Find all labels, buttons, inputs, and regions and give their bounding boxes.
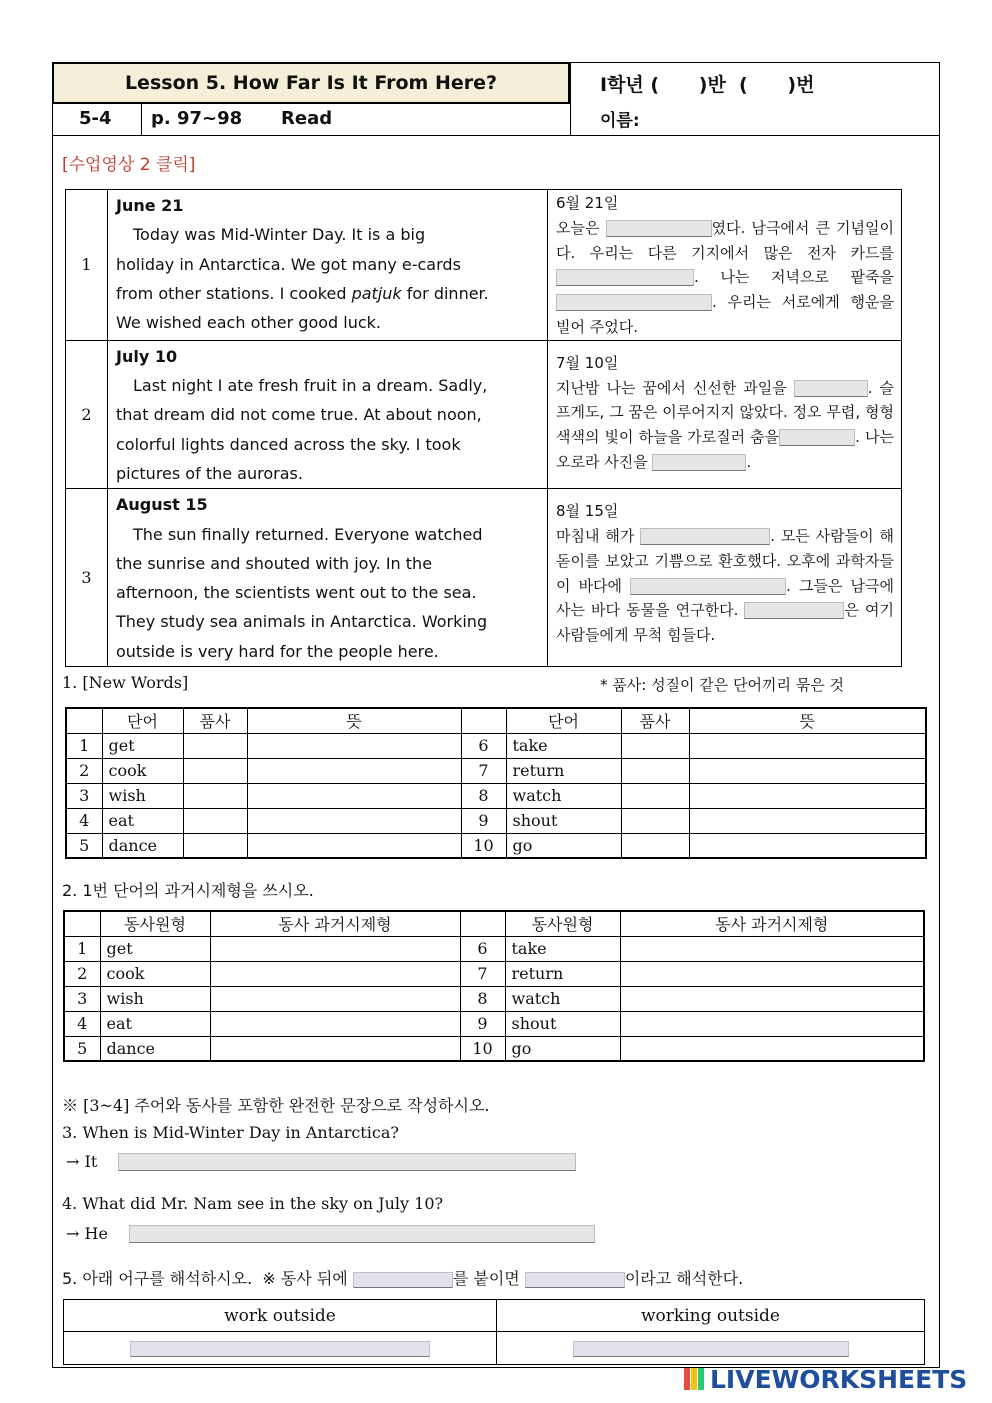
q34-note: ※ [3~4] 주어와 동사를 포함한 완전한 문장으로 작성하시오. xyxy=(62,1096,490,1115)
reading-korean-2: 7월 10일 지난밤 나는 꿈에서 신선한 과일을 . 슬프게도, 그 꿈은 이루어지지 않았다. 정오 무렵, 형형색색의 빛이 하늘을 가로질러 춤을 . 나는 오로라 사진을 . xyxy=(548,340,902,488)
past-tense-table xyxy=(63,910,925,1062)
brand-name: LIVEWORKSHEETS xyxy=(710,1365,968,1394)
pages-info: p. 97~98 xyxy=(151,108,243,129)
answer-cell[interactable] xyxy=(210,986,460,1011)
lesson-title-box xyxy=(52,62,570,104)
answer-blank[interactable] xyxy=(630,578,786,595)
answer-cell[interactable] xyxy=(183,808,247,833)
answer-cell[interactable] xyxy=(621,733,689,758)
reading-korean-1: 6월 21일 오늘은 였다. 남극에서 큰 기념일이다. 우리는 다른 기지에서 많은 전자 카드를 . 나는 저녁으로 팥죽을 . 우리는 서로에게 행운을 빌어 주었다. xyxy=(548,190,902,341)
table-row: 1 get 6 take xyxy=(66,733,926,758)
answer-blank[interactable] xyxy=(640,528,770,545)
answer-blank[interactable] xyxy=(779,429,855,446)
answer-cell[interactable] xyxy=(247,733,461,758)
answer-blank[interactable] xyxy=(652,454,746,471)
answer-cell[interactable] xyxy=(620,961,924,986)
answer-cell[interactable] xyxy=(689,783,926,808)
q5-table xyxy=(63,1299,925,1365)
table-row: 5 dance 10 go xyxy=(64,1036,924,1061)
answer-cell[interactable] xyxy=(621,758,689,783)
reading-number: 1 xyxy=(66,190,108,341)
q5-answer-2[interactable] xyxy=(573,1341,849,1357)
answer-cell[interactable] xyxy=(621,833,689,858)
section-divider xyxy=(141,104,142,135)
video-link[interactable]: [수업영상 2 클릭] xyxy=(62,155,196,175)
answer-cell[interactable] xyxy=(210,1011,460,1036)
answer-blank[interactable] xyxy=(794,380,868,397)
answer-cell[interactable] xyxy=(689,733,926,758)
q5-col1: work outside xyxy=(64,1300,497,1332)
answer-cell[interactable] xyxy=(621,808,689,833)
grade-class-number: I학년 ( )반 ( )번 xyxy=(600,74,815,96)
answer-blank[interactable] xyxy=(744,602,844,619)
reading-korean-3: 8월 15일 마침내 해가 . 모든 사람들이 해돋이를 보았고 기쁨으로 환호했다. 오후에 과학자들이 바다에 . 그들은 남극에 사는 바다 동물을 연구한다. 은 여기 사람들에게 무척 힘들다. xyxy=(548,489,902,667)
reading-row-3 xyxy=(66,489,902,667)
header-bottom-line xyxy=(570,135,940,136)
table-row: 4 eat 9 shout xyxy=(66,808,926,833)
reading-english-3: August 15 The sun finally returned. Everyone watched the sunrise and shouted with joy. In the afternoon, the scientists went out to the sea. They study sea animals in Antarctica. Working outside is very hard for the people here. xyxy=(108,489,548,667)
reading-english-1: June 21 Today was Mid-Winter Day. It is a big holiday in Antarctica. We got many e-cards from other stations. I cooked patjuk for dinner. We wished each other good luck. xyxy=(108,190,548,341)
answer-cell[interactable] xyxy=(620,1036,924,1061)
q4-answer-input[interactable] xyxy=(129,1225,595,1243)
reading-date: July 10 xyxy=(116,346,178,366)
answer-cell[interactable] xyxy=(247,833,461,858)
q5-answer-1-cell xyxy=(64,1332,497,1365)
answer-blank[interactable] xyxy=(556,269,694,286)
reading-row-2 xyxy=(66,340,902,488)
table-row: 5 dance 10 go xyxy=(66,833,926,858)
reading-table xyxy=(65,189,902,667)
table-row: 2 cook 7 return xyxy=(64,961,924,986)
q3-answer-prefix: → It xyxy=(66,1152,98,1171)
liveworksheets-icon xyxy=(684,1366,708,1392)
q5-blank-2[interactable] xyxy=(525,1272,625,1288)
table-row: 1 get 6 take xyxy=(64,936,924,961)
answer-cell[interactable] xyxy=(621,783,689,808)
table-row: 3 wish 8 watch xyxy=(64,986,924,1011)
answer-cell[interactable] xyxy=(210,1036,460,1061)
table-header: 동사원형 동사 과거시제형 동사원형 동사 과거시제형 xyxy=(64,911,924,936)
answer-cell[interactable] xyxy=(620,936,924,961)
reading-date: August 15 xyxy=(116,495,208,515)
answer-cell[interactable] xyxy=(183,758,247,783)
new-words-table xyxy=(65,707,927,859)
header-divider xyxy=(570,62,571,136)
reading-english-2: July 10 Last night I ate fresh fruit in a dream. Sadly, that dream did not come true. At about noon, colorful lights danced across the sky. I took pictures of the auroras. xyxy=(108,340,548,488)
table-row: 2 cook 7 return xyxy=(66,758,926,783)
q5-answer-2-cell xyxy=(497,1332,925,1365)
q5-col2: working outside xyxy=(497,1300,925,1332)
q2-title: 2. 1번 단어의 과거시제형을 쓰시오. xyxy=(62,881,314,900)
q3-answer-input[interactable] xyxy=(118,1153,576,1171)
reading-number: 3 xyxy=(66,489,108,667)
answer-cell[interactable] xyxy=(210,961,460,986)
answer-cell[interactable] xyxy=(183,833,247,858)
answer-cell[interactable] xyxy=(620,1011,924,1036)
name-label: 이름: xyxy=(600,111,640,131)
q3-question: 3. When is Mid-Winter Day in Antarctica? xyxy=(62,1123,399,1142)
answer-cell[interactable] xyxy=(689,808,926,833)
q1-title: 1. [New Words] xyxy=(62,673,189,692)
answer-cell[interactable] xyxy=(247,783,461,808)
q5-blank-1[interactable] xyxy=(353,1272,453,1288)
answer-cell[interactable] xyxy=(247,808,461,833)
q4-question: 4. What did Mr. Nam see in the sky on July 10? xyxy=(62,1194,444,1213)
answer-cell[interactable] xyxy=(247,758,461,783)
q4-answer-prefix: → He xyxy=(66,1224,108,1243)
answer-blank[interactable] xyxy=(556,294,712,311)
section-row xyxy=(52,104,570,136)
section-type: Read xyxy=(281,108,333,129)
answer-cell[interactable] xyxy=(183,733,247,758)
lesson-title: Lesson 5. How Far Is It From Here? xyxy=(124,72,498,94)
q5-question: 5. 아래 어구를 해석하시오. ※ 동사 뒤에 를 붙이면 이라고 해석한다. xyxy=(62,1269,744,1288)
section-code: 5-4 xyxy=(79,108,112,129)
answer-blank[interactable] xyxy=(606,220,712,237)
answer-cell[interactable] xyxy=(183,783,247,808)
table-row: 3 wish 8 watch xyxy=(66,783,926,808)
q5-answer-1[interactable] xyxy=(130,1341,430,1357)
answer-cell[interactable] xyxy=(620,986,924,1011)
q1-note: * 품사: 성질이 같은 단어끼리 묶은 것 xyxy=(600,676,845,694)
reading-date: June 21 xyxy=(116,196,184,215)
answer-cell[interactable] xyxy=(689,758,926,783)
table-row: 4 eat 9 shout xyxy=(64,1011,924,1036)
answer-cell[interactable] xyxy=(689,833,926,858)
reading-number: 2 xyxy=(66,340,108,488)
table-header: 단어 품사 뜻 단어 품사 뜻 xyxy=(66,708,926,733)
answer-cell[interactable] xyxy=(210,936,460,961)
reading-row-1 xyxy=(66,190,902,341)
